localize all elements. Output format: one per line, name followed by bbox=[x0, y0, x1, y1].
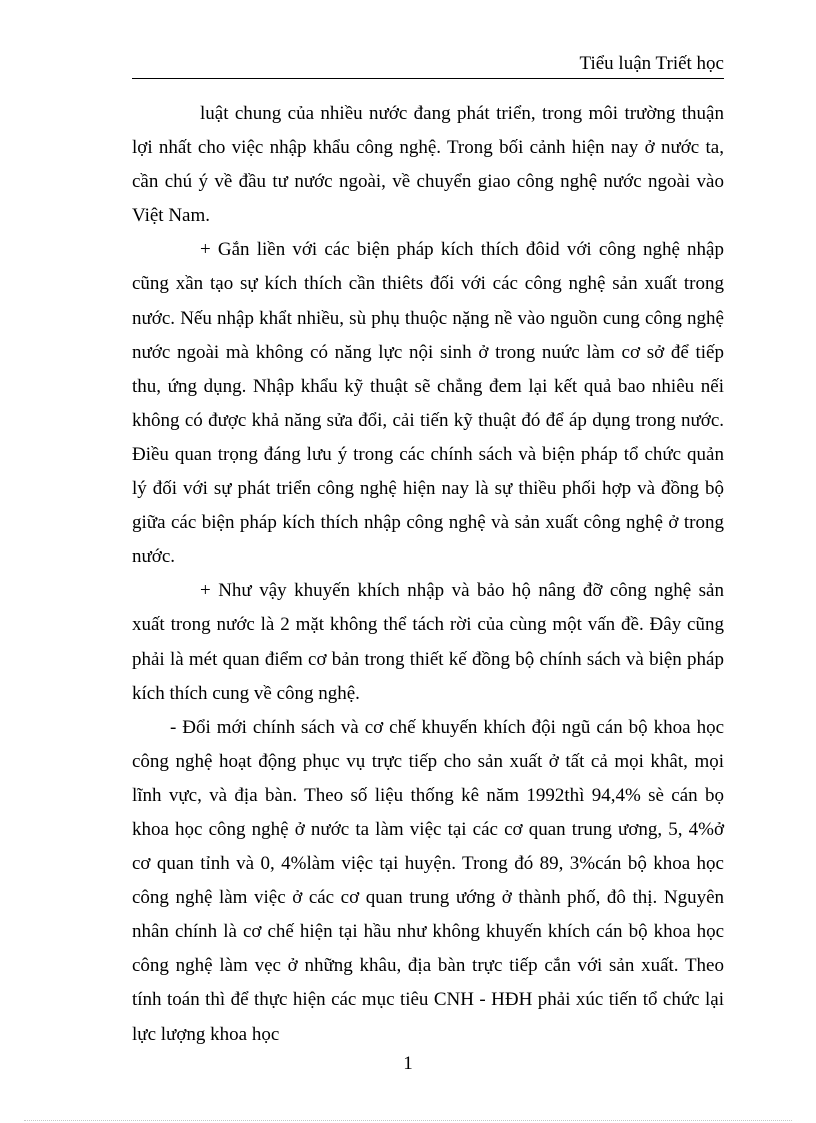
paragraph-2: + Gắn liền với các biện pháp kích thích đôid với công nghệ nhập cũng xần tạo sự kích thích cần thiêts đối với các công nghệ sản xuất trong nước. Nếu nhập khẩt nhiều, sù phụ thuộc nặng nề vào nguồn cung công nghệ nước ngoài mà không có năng lực nội sinh ở trong nuức làm cơ sở để tiếp thu, ứng dụng. Nhập khẩu kỹ thuật sẽ chẳng đem lại kết quả bao nhiêu nếi không có được khả năng sửa đổi, cải tiến kỹ thuật đó để áp dụng trong nước. Điều quan trọng đáng lưu ý trong các chính sách và biện pháp tổ chức quản lý đối với sự phát triển công nghệ hiện nay là sự thiều phối hợp và đồng bộ giữa các biện pháp kích thích nhập công nghệ và sản xuất công nghệ ở trong nước. bbox=[132, 239, 724, 568]
paragraph-4: - Đổi mới chính sách và cơ chế khuyến khích đội ngũ cán bộ khoa học công nghệ hoạt động phục vụ trực tiếp cho sản xuất ở tất cả mọi khât, mọi lĩnh vực, và địa bàn. Theo số liệu thống kê năm 1992thì 94,4% sè cán bọ khoa học công nghệ ở nước ta làm việc tại các cơ quan trung ương, 5, 4%ở cơ quan tỉnh và 0, 4%làm việc tại huyện. Trong đó 89, 3%cán bộ khoa học công nghệ làm việc ở các cơ quan trung ướng ở thành phố, đô thị. Nguyên nhân chính là cơ chế hiện tại hầu như không khuyến khích cán bộ khoa học công nghệ làm vẹc ở những khâu, địa bàn trực tiếp cắn với sản xuất. Theo tính toán thì để thực hiện các mục tiêu CNH - HĐH phải xúc tiến tổ chức lại lực lượng khoa học bbox=[132, 716, 724, 1045]
paragraph-3: + Như vậy khuyến khích nhập và bảo hộ nâng đỡ công nghệ sản xuất trong nước là 2 mặt không thể tách rời của cùng một vấn đề. Đây cũng phải là mét quan điểm cơ bản trong thiết kế đồng bộ chính sách và biện pháp kích thích cung về công nghệ. bbox=[132, 580, 724, 704]
header-underline bbox=[132, 78, 724, 79]
body-text bbox=[132, 97, 724, 1052]
page-edge-divider bbox=[24, 1120, 792, 1121]
paragraph-1: luật chung của nhiều nước đang phát triển, trong môi trường thuận lợi nhất cho việc nhập khẩu công nghệ. Trong bối cảnh hiện nay ở nước ta, cần chú ý về đầu tư nước ngoài, về chuyển giao công nghệ nước ngoài vào Việt Nam. bbox=[132, 103, 724, 227]
header-title: Tiểu luận Triết học bbox=[579, 53, 724, 74]
page-number: 1 bbox=[403, 1053, 413, 1074]
